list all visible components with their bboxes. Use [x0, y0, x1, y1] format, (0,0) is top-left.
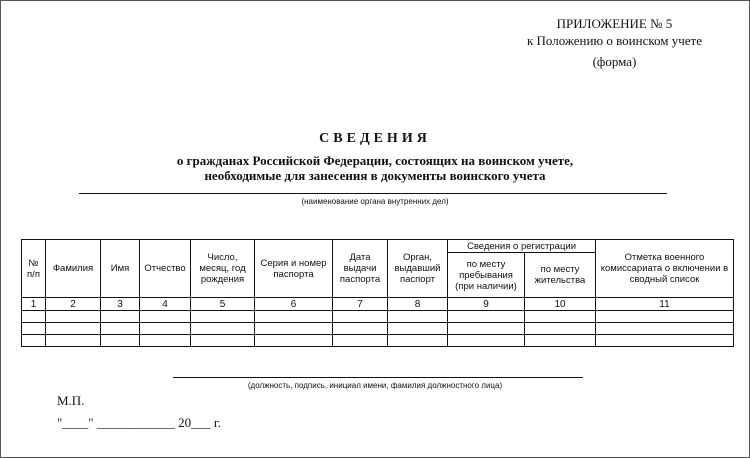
- document-subtitle: [1, 153, 749, 183]
- document-title: СВЕДЕНИЯ: [319, 131, 431, 146]
- column-number: 7: [333, 298, 388, 311]
- appendix-header: [527, 15, 702, 70]
- header-reg-stay: по месту пребывания (при наличии): [448, 253, 525, 298]
- column-number: 8: [388, 298, 448, 311]
- table-row: [22, 323, 734, 335]
- org-name-line: [79, 193, 667, 194]
- header-reg-residence: по месту жительства: [525, 253, 596, 298]
- table-header-row: [22, 240, 734, 253]
- column-number: 4: [140, 298, 191, 311]
- org-name-caption: (наименование органа внутренних дел): [301, 197, 449, 206]
- column-number: 11: [596, 298, 734, 311]
- header-patronymic: Отчество: [140, 240, 191, 298]
- header-registration: Сведения о регистрации: [448, 240, 596, 253]
- header-num: № п/п: [22, 240, 46, 298]
- header-name: Имя: [101, 240, 140, 298]
- citizens-table: [21, 239, 734, 347]
- table-row: [22, 335, 734, 347]
- signature-line: [173, 377, 583, 378]
- subtitle-line-1: о гражданах Российской Федерации, состоящих на воинском учете,: [176, 153, 574, 168]
- form-label: (форма): [592, 54, 637, 69]
- stamp-place: М.П.: [57, 393, 85, 408]
- column-number: 9: [448, 298, 525, 311]
- header-passport: Серия и номер паспорта: [255, 240, 333, 298]
- header-birth-date: Число, месяц, год рождения: [191, 240, 255, 298]
- column-number-row: [22, 298, 734, 311]
- header-mark: Отметка военного комиссариата о включении в сводный список: [596, 240, 734, 298]
- column-number: 6: [255, 298, 333, 311]
- header-issuer: Орган, выдавший паспорт: [388, 240, 448, 298]
- signature-caption: (должность, подпись, инициал имени, фамилия должностного лица): [247, 381, 503, 390]
- column-number: 2: [46, 298, 101, 311]
- date-line: "____" ____________ 20___ г.: [57, 415, 221, 430]
- appendix-number: ПРИЛОЖЕНИЕ № 5: [556, 16, 673, 31]
- column-number: 3: [101, 298, 140, 311]
- header-surname: Фамилия: [46, 240, 101, 298]
- subtitle-line-2: необходимые для занесения в документы воинского учета: [204, 168, 546, 183]
- column-number: 1: [22, 298, 46, 311]
- table-row: [22, 311, 734, 323]
- column-number: 5: [191, 298, 255, 311]
- header-issue-date: Дата выдачи паспорта: [333, 240, 388, 298]
- column-number: 10: [525, 298, 596, 311]
- appendix-reference: к Положению о воинском учете: [526, 33, 702, 48]
